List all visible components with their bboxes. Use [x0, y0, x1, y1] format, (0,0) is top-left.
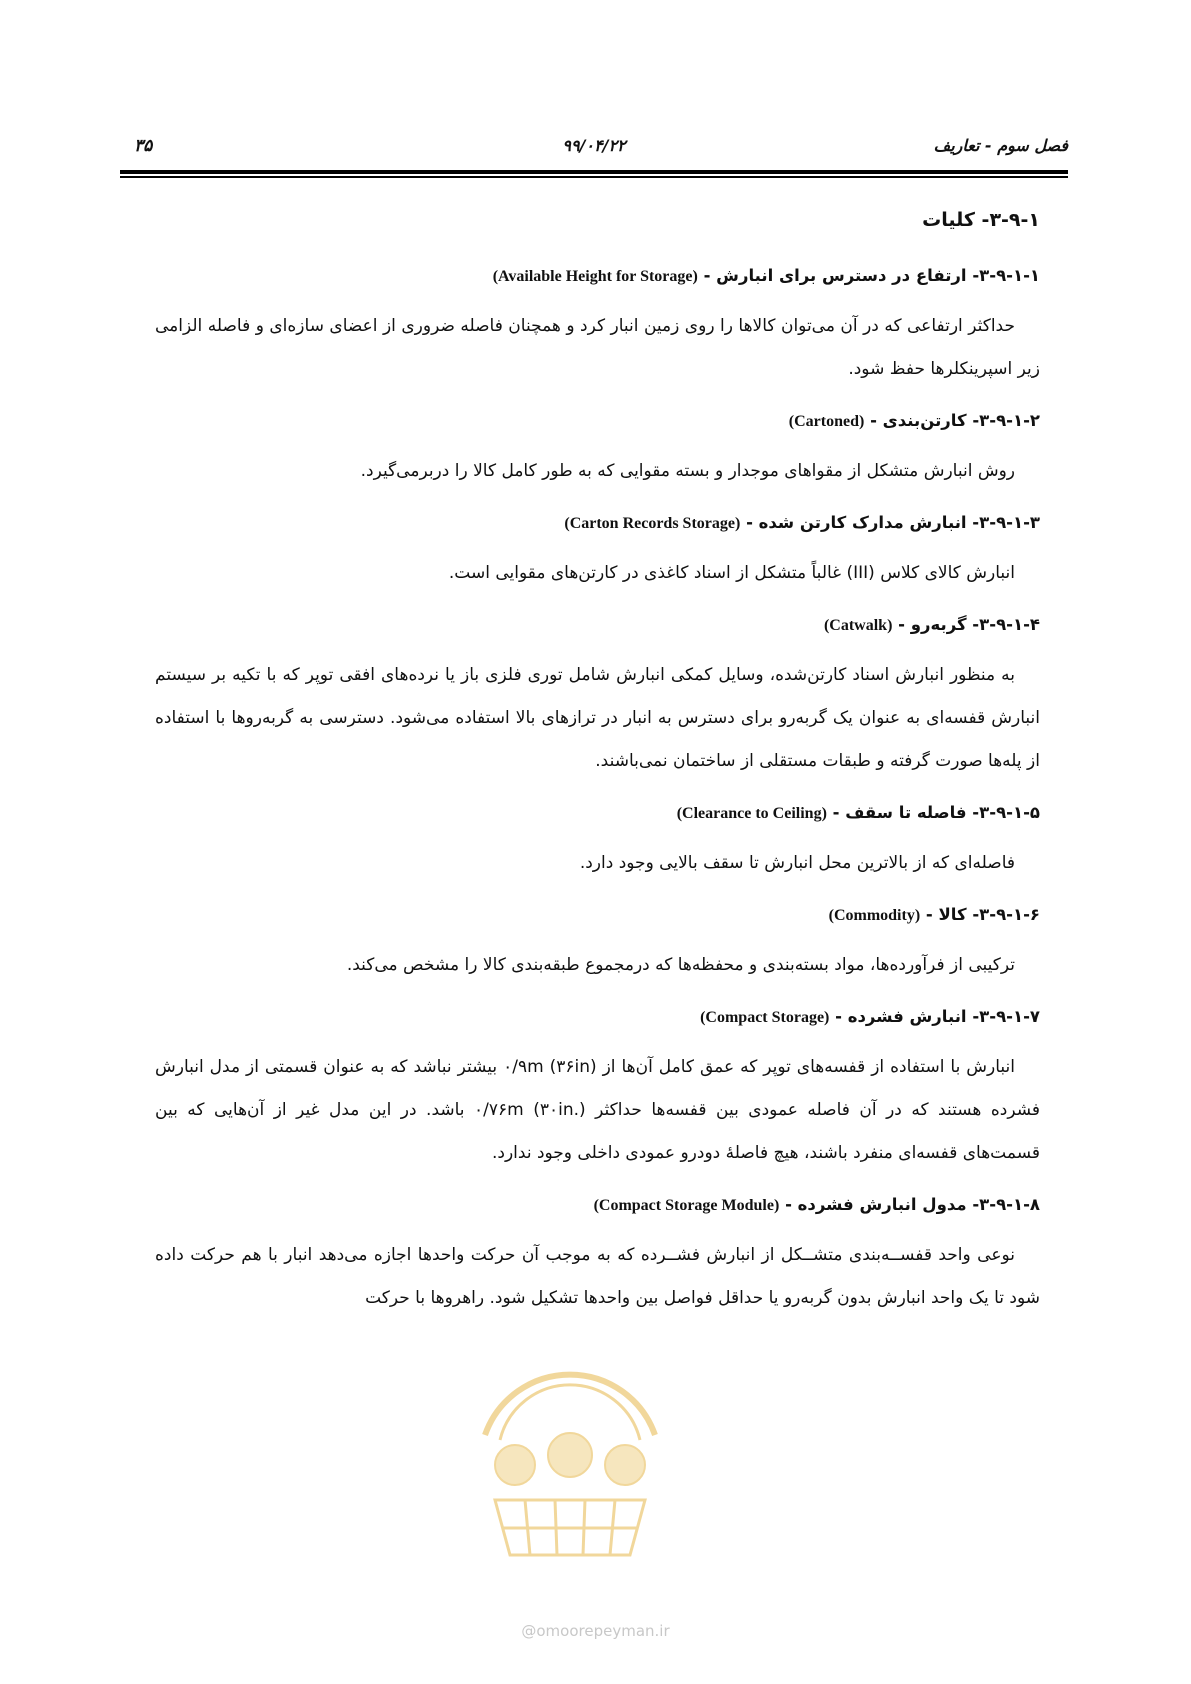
header-rule-thick — [120, 170, 1068, 174]
term-title — [155, 1005, 1040, 1030]
term-compact-storage-module — [155, 1193, 1040, 1320]
term-commodity — [155, 903, 1040, 987]
header-rule-thin — [120, 176, 1068, 178]
term-title-fa: ۳-۹-۱-۳- انبارش مدارک کارتن شده - — [746, 513, 1040, 532]
term-body: نوعی واحد قفســه‌بندی متشــکل از انبارش فشــرده که به موجب آن حرکت واحدها اجازه می‌دهد انبار با هم حرکت داده شود تا یک واحد انبارش بدون گربه‌رو یا حداقل فواصل بین واحدها تشکیل شود. راهروها با حرکت — [155, 1245, 1040, 1308]
term-title-en: (Compact Storage) — [700, 1009, 830, 1026]
term-body: به منظور انبارش اسناد کارتن‌شده، وسایل کمکی انبارش شامل توری فلزی باز یا نرده‌های افقی توپر که با تکیه بر سیستم انبارش قفسه‌ای به عنوان یک گربه‌رو برای دسترس به انبار در ترازهای بالا استفاده می‌شود. دسترسی به گربه‌روها با استفاده از پله‌ها صورت گرفته و طبقات مستقلی از ساختمان نمی‌باشند. — [155, 665, 1040, 771]
term-title-en: (Compact Storage Module) — [593, 1197, 780, 1214]
term-body: انبارش کالای کلاس (III) غالباً متشکل از اسناد کاغذی در کارتن‌های مقوایی است. — [448, 563, 1015, 583]
chapter-title: فصل سوم - تعاریف — [933, 136, 1068, 155]
term-title — [155, 511, 1040, 536]
term-body: فاصله‌ای که از بالاترین محل انبارش تا سقف بالایی وجود دارد. — [579, 853, 1015, 873]
header-date: ۹۹/۰۴/۲۲ — [562, 136, 626, 155]
term-title-fa: ۳-۹-۱-۶- کالا - — [925, 905, 1040, 924]
term-title-fa: ۳-۹-۱-۴- گربه‌رو - — [898, 615, 1040, 634]
term-cartoned — [155, 409, 1040, 493]
watermark-url: @omoorepeyman.ir — [521, 1622, 670, 1640]
term-title — [155, 409, 1040, 434]
term-title-en: (Available Height for Storage) — [492, 268, 698, 285]
term-title-fa: ۳-۹-۱-۵- فاصله تا سقف - — [832, 803, 1040, 822]
term-title-en: (Clearance to Ceiling) — [676, 805, 827, 822]
term-title-en: (Commodity) — [828, 907, 921, 924]
term-title — [155, 613, 1040, 638]
term-title-fa: ۳-۹-۱-۸- مدول انبارش فشرده - — [785, 1195, 1040, 1214]
term-body: روش انبارش متشکل از مقواهای موجدار و بسته مقوایی که به طور کامل کالا را دربرمی‌گیرد. — [360, 461, 1015, 481]
term-catwalk — [155, 613, 1040, 783]
term-title — [155, 1193, 1040, 1218]
term-available-height — [155, 264, 1040, 391]
term-title-fa: ۳-۹-۱-۷- انبارش فشرده - — [835, 1007, 1040, 1026]
page-header — [120, 136, 1068, 166]
term-title — [155, 801, 1040, 826]
term-title-fa: ۳-۹-۱-۲- کارتن‌بندی - — [870, 411, 1040, 430]
term-body: انبارش با استفاده از قفسه‌های توپر که عمق کامل آن‌ها از ۰/۹m (۳۶in) بیشتر نباشد که به عنوان قسمتی از مدل انبارش فشرده هستند که در آن فاصله عمودی بین قفسه‌ها حداکثر ۰/۷۶m (۳۰in.) باشد. در این مدل غیر از آن‌هایی که بین قسمت‌های قفسه‌ای منفرد باشند، هیچ فاصلهٔ دودرو عمودی داخلی وجود ندارد. — [155, 1057, 1040, 1163]
term-carton-records-storage — [155, 511, 1040, 595]
term-title-en: (Carton Records Storage) — [564, 515, 741, 532]
term-title-en: (Cartoned) — [788, 413, 865, 430]
term-compact-storage — [155, 1005, 1040, 1175]
page-number: ۳۵ — [134, 136, 153, 156]
term-body: ترکیبی از فرآورده‌ها، مواد بسته‌بندی و محفظه‌ها که درمجموع طبقه‌بندی کالا را مشخص می‌کند. — [346, 955, 1015, 975]
watermark-logo — [445, 1340, 695, 1570]
term-title — [155, 264, 1040, 289]
section-title: ۳-۹-۱- کلیات — [922, 209, 1040, 231]
term-clearance-to-ceiling — [155, 801, 1040, 885]
term-title-fa: ۳-۹-۱-۱- ارتفاع در دسترس برای انبارش - — [703, 266, 1040, 285]
main-content — [155, 208, 1040, 1338]
term-title-en: (Catwalk) — [823, 617, 893, 634]
term-title — [155, 903, 1040, 928]
term-body: حداکثر ارتفاعی که در آن می‌توان کالاها را روی زمین انبار کرد و همچنان فاصله ضروری از اعضای سازه‌ای و فاصله الزامی زیر اسپرینکلرها حفظ شود. — [155, 316, 1040, 379]
